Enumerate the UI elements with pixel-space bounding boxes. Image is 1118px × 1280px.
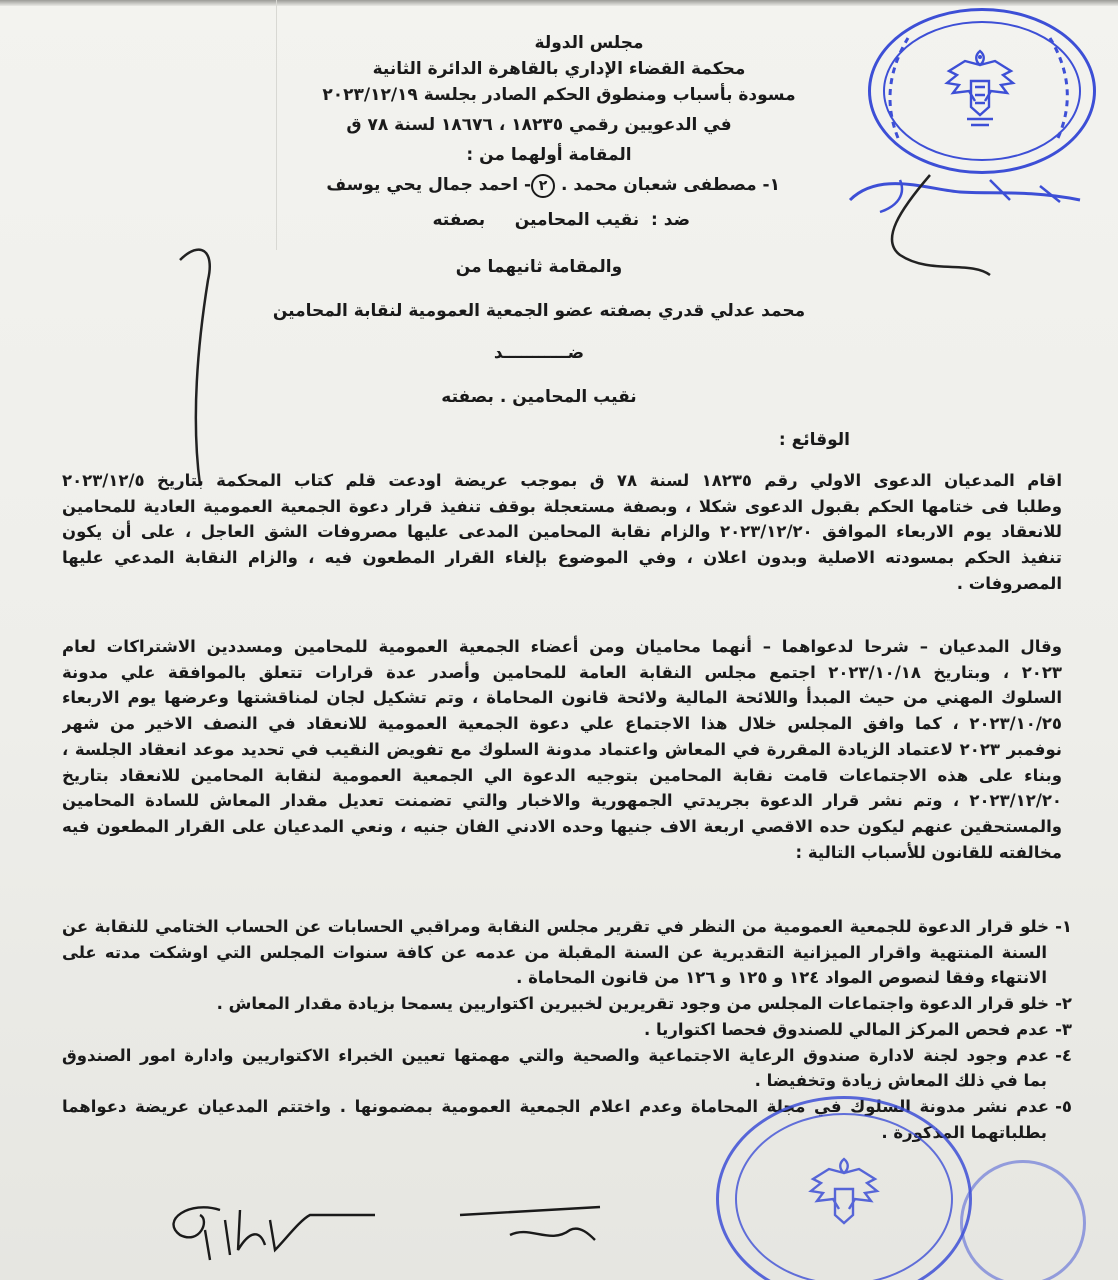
- paragraph-2-line: وقال المدعيان – شرحا لدعواهما – أنهما محاميان ومن أعضاء الجمعية العمومية للمحامين ومسددين الاشتراكات لعام: [62, 637, 1062, 656]
- plaintiffs-line: [310, 174, 780, 198]
- against-word: ضـــــــــــد: [493, 343, 585, 363]
- paragraph-1: [62, 468, 1062, 597]
- reasons-list: [62, 914, 1072, 1145]
- paragraph-2-line: السلوك المهني من حيث المبدأ واللائحة المالية ولائحة قانون المحاماة ، وتم تشكيل لجان لمناقشتها وعرضها يوم الاربعاء: [62, 688, 1062, 708]
- scan-shadow: [0, 0, 1118, 6]
- plaintiff-3: محمد عدلي قدري بصفته عضو الجمعية العمومية لنقابة المحامين: [272, 301, 806, 321]
- paragraph-1-line: وطلبا فى ختامها الحكم بقبول الدعوى شكلا ، وبصفة مستعجلة بوقف تنفيذ قرار دعوة الجمعية العمومية العادية للمحامين: [62, 496, 1062, 516]
- reason-line: السنة المنتهية واقرار الميزانية التقديرية عن السنة المقبلة من عدمه عن كافة سنوات المجلس التي اوشكت مدته على: [62, 942, 1047, 962]
- draft-title: مسودة بأسباب ومنطوق الحكم الصادر بجلسة ٢٠٢٣/١٢/١٩: [322, 85, 796, 105]
- against-line-1: ضد : نقيب المحامين بصفته: [432, 210, 690, 230]
- paragraph-1-line: المصروفات .: [956, 573, 1062, 593]
- paragraph-1-line: اقام المدعيان الدعوى الاولي رقم ١٨٢٣٥ لسنة ٧٨ ق بموجب عريضة اودعت قلم كتاب المحكمة بتاريخ ٢٠٢٣/١٢/٥: [62, 471, 1062, 490]
- plaintiff-1-number: ١-: [762, 175, 780, 195]
- seal-edge-right: [960, 1160, 1086, 1280]
- signature-left: [150, 1190, 380, 1270]
- reason-item: [62, 914, 1072, 991]
- plaintiff-1: مصطفى شعبان محمد .: [561, 175, 757, 195]
- second-case-intro: والمقامة ثانيهما من: [455, 257, 623, 277]
- plaintiff-2-marker: ٢: [531, 174, 555, 198]
- reason-line: بما في ذلك المعاش زيادة وتخفيضا .: [754, 1071, 1047, 1091]
- paragraph-2: [62, 634, 1062, 865]
- paragraph-2-line: نوفمبر ٢٠٢٣ لاعتماد الزيادة المقررة في المعاش واعتماد مدونة السلوك مع تفويض النقيب في تحديد موعد انعقاد الجلسة ،: [62, 739, 1062, 759]
- reason-line: الانتهاء وفقا لنصوص المواد ١٢٤ و ١٢٥ و ١٢٦ من قانون المحاماة .: [516, 968, 1047, 988]
- reason-item: [62, 1043, 1072, 1094]
- reason-item: [62, 1017, 1072, 1043]
- reason-number: ٢-: [1055, 994, 1072, 1014]
- paragraph-2-line: وبناء على هذه الاجتماعات قامت نقابة المحامين بتوجيه الدعوة الي الجمعية العمومية لنقابة المحامين للانعقاد بتاريخ: [62, 765, 1062, 785]
- paragraph-2-line: ٢٠٢٣/١٠/٢٥ ، كما وافق المجلس خلال هذا الاجتماع علي دعوة الجمعية العمومية للانعقاد في النصف الاخير من شهر: [62, 714, 1062, 734]
- reason-line: ٢-خلو قرار الدعوة واجتماعات المجلس من وجود تقريرين لخبيرين اكتواريين يسمحا بزيادة مقدار المعاش .: [62, 991, 1072, 1017]
- reason-number: ٣-: [1055, 1019, 1072, 1039]
- reason-line: ٤-عدم وجود لجنة لادارة صندوق الرعاية الاجتماعية والصحية والتي مهمتها تعيين الخبراء الاكتواريين وادارة امور الصندوق: [62, 1043, 1072, 1069]
- cases-numbers: في الدعويين رقمي ١٨٢٣٥ ، ١٨٦٧٦ لسنة ٧٨ ق: [346, 115, 732, 135]
- plaintiff-2: - احمد جمال يحي يوسف: [326, 175, 532, 195]
- reason-line: بطلباتهما المذكورة .: [881, 1122, 1047, 1142]
- reason-line: ٥-عدم نشر مدونة السلوك في مجلة المحاماة وعدم اعلام الجمعية العمومية بمضمونها . واختتم المدعيان عريضة دعواهما: [62, 1094, 1072, 1120]
- defendant-2: نقيب المحامين . بصفته: [441, 387, 637, 407]
- first-case-intro: المقامة أولهما من :: [466, 145, 632, 165]
- reason-item: [62, 991, 1072, 1017]
- reason-line: ١-خلو قرار الدعوة للجمعية العمومية من النظر في تقرير مجلس النقابة ومراقبي الحسابات عن الحساب الختامي للنقابة عن: [62, 914, 1072, 940]
- reason-number: ٤-: [1055, 1045, 1072, 1065]
- signature-middle: [450, 1195, 610, 1255]
- court-name: محكمة القضاء الإداري بالقاهرة الدائرة الثانية: [372, 59, 746, 79]
- facts-heading: الوقائع :: [778, 430, 850, 450]
- paragraph-2-line: ٢٠٢٣/١٢/٢٠ ، وتم نشر قرار الدعوة بجريدتي الجمهورية والاخبار والتي تضمنت تعديل مقدار المعاش للسادة المحامين: [62, 791, 1062, 811]
- paragraph-1-line: تنفيذ الحكم بمسودته الاصلية وبدون اعلان ، وفي الموضوع بإلغاء القرار المطعون فيه ، والزام النقابة المدعي عليها: [62, 548, 1062, 568]
- eagle-emblem-icon: [799, 1149, 889, 1239]
- paragraph-2-line: والمستحقين عنهم ليكون حده الاقصي اربعة الاف جنيها وحده الادني الفان جنيه ، ونعي المدعيان على القرار المطعون فيه: [62, 816, 1062, 836]
- reason-number: ٥-: [1055, 1096, 1072, 1116]
- paragraph-2-line: مخالفته للقانون للأسباب التالية :: [795, 842, 1062, 862]
- reason-line: ٣-عدم فحص المركز المالي للصندوق فحصا اكتواريا .: [62, 1017, 1072, 1043]
- paragraph-1-line: للانعقاد يوم الاربعاء الموافق ٢٠٢٣/١٢/٢٠ والزام نقابة المحامين المدعى عليها مصروفات الشق العاجل ، على أن يكون: [62, 522, 1062, 542]
- paragraph-2-line: ٢٠٢٣ ، وبتاريخ ٢٠٢٣/١٠/١٨ اجتمع مجلس النقابة العامة للمحامين وأصدر عدة قرارات تتعلق بالموافقة علي مدونة: [62, 662, 1062, 682]
- council-title: مجلس الدولة: [534, 33, 644, 53]
- reason-number: ١-: [1055, 917, 1072, 936]
